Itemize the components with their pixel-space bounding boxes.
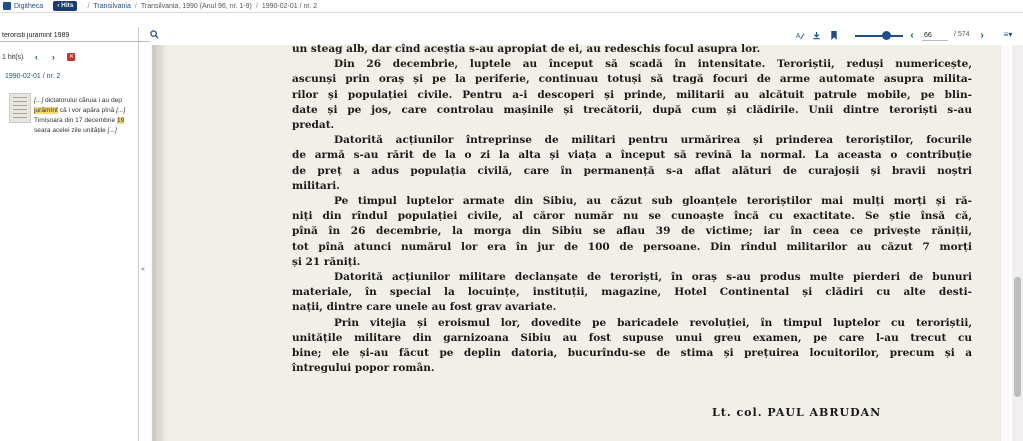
snippet-text: Timișoara din 17 decembrie [34, 117, 117, 124]
page-text-line: Din 26 decembrie, luptele au început să scadă în intensitate. Teroriștii, reduși numericește, [334, 58, 972, 71]
zoom-slider-track[interactable] [855, 35, 903, 37]
digitheca-logo[interactable] [3, 2, 43, 10]
page-text-line: pînă în 26 decembrie, la morga din Sibiu se aflau 39 de victime; iar în ceea ce privește răniții, [292, 225, 972, 238]
snippet-text: că l vor apăra pînă [57, 107, 117, 114]
page-text-line: Datorită acțiunilor întreprinse de militari pentru urmărirea și prinderea teroriștilor, focurile [334, 134, 972, 147]
page-text-line: predat. [292, 119, 335, 132]
page-text-line: Datorită acțiunilor militare declanșate de teroriști, în oraș s-au produs multe pierderi de bunuri [334, 271, 972, 284]
translate-icon[interactable] [794, 31, 806, 42]
snippet-ellipsis: [...] [34, 97, 44, 104]
hits-count: 1 hit(s) [2, 53, 24, 61]
logo-text: Digitheca [14, 2, 44, 10]
snippet-text: dictatorului căruia i au dep [43, 97, 122, 104]
snippet-ellipsis: [...] [107, 127, 117, 134]
hits-button[interactable]: ‹ Hits [53, 1, 77, 11]
page-text-line: tot pînă atunci numărul lor era în jur de 100 de persoane. Din rîndul militarilor au căzut 7 morți [292, 240, 972, 253]
page-text-line: bine; ele și-au făcut pe deplin datoria, bucurîndu-se de stima și prețuirea locuitorilor, precum și a [292, 347, 972, 360]
snippet-highlight: 19 [116, 117, 125, 124]
breadcrumb-separator: / [87, 2, 90, 10]
snippet-highlight: jurămînt [34, 107, 58, 114]
breadcrumb-collection[interactable]: Transilvania [93, 2, 131, 10]
page-text-line: ascunși prin oraș și pe la periferie, continuau totuși să tragă focuri de arme automate asupra milita- [292, 73, 972, 86]
previous-page-chevron-left-icon[interactable]: ‹ [910, 30, 914, 41]
breadcrumb-separator: / [134, 2, 137, 10]
search-icon[interactable] [150, 30, 160, 40]
page-text [292, 42, 972, 376]
top-bar [0, 0, 1023, 13]
next-hit-chevron-right-icon[interactable]: › [51, 52, 55, 62]
clear-hits-close-icon[interactable]: ✕ [68, 54, 74, 60]
page-text-line: militari. [292, 179, 340, 192]
page-text-line: rilor și populației civile. Pentru a-i descoperi și prinde, militarii au alcătuit patrule mobile, pe blin- [292, 88, 972, 101]
breadcrumb-issue: 1990-02-01 / nr. 2 [261, 2, 318, 10]
viewer-scrollbar-thumb[interactable] [1014, 277, 1021, 397]
page-text-line: niți din rîndul populației civile, al căror număr nu se cunoaște încă cu exactitate. Se știe însă că, [292, 210, 972, 223]
page-text-line: și 21 răniți. [292, 255, 361, 268]
hits-button-label: Hits [61, 2, 74, 9]
menu-icon[interactable]: ≡▾ [1003, 30, 1013, 39]
result-issue-link[interactable]: 1990-02-01 / nr. 2 [5, 73, 61, 80]
page-text-line: date și pe jos, care controlau mașinile și trecătorii, după cum și clădirile. Unii dintre teroriști s-au [292, 103, 972, 116]
viewer-toolbar [794, 30, 840, 42]
page-text-line: un steag alb, dar cînd aceștia s-au apropiat de ei, au redeschis focul asupra lor. [292, 43, 761, 55]
search-input[interactable] [0, 30, 150, 42]
page-text-line: materiale, în special la locuințe, instituții, magazine, Hotel Continental și clădiri cu alte desti- [292, 286, 972, 299]
hits-panel [0, 27, 139, 441]
page-text-line: Pe timpul luptelor armate din Sibiu, au căzut sub gloanțele teroriștilor mai mulți morți și ră- [334, 195, 972, 208]
hits-navigation [2, 52, 75, 62]
result-snippet[interactable] [34, 96, 139, 136]
snippet-text: seara acelei zile unitățile [34, 127, 108, 134]
snippet-ellipsis: [...] [116, 107, 126, 114]
result-thumbnail[interactable] [9, 93, 31, 123]
page-text-line: unitățile militare din garnizoana Sibiu au fost supuse unui greu examen, pe care l-au trecut cu [292, 331, 972, 344]
page-text-line: nații, dintre care unele au fost grav avariate. [292, 301, 557, 314]
bookmark-icon[interactable] [828, 31, 840, 42]
page-text-line: de preț a adus populația civilă, care în permanență s-a aflat alături de curajoșii și bravii noștri [292, 164, 972, 177]
page-total: / 574 [954, 31, 970, 38]
article-signature: Lt. col. PAUL ABRUDAN [712, 406, 882, 419]
page-text-line: de armă s-au rărit de la o zi la alta și viața a început să revină la normal. La aceasta o contribuție [292, 149, 972, 162]
zoom-slider-handle[interactable] [882, 31, 891, 40]
page-number-input[interactable] [922, 30, 948, 41]
collapse-panel-chevron-icon[interactable]: « [141, 266, 145, 273]
breadcrumb-separator: / [255, 2, 258, 10]
next-page-chevron-right-icon[interactable]: › [980, 30, 984, 41]
logo-icon [3, 2, 11, 10]
breadcrumb-volume[interactable]: Transilvania, 1990 (Anul 96, nr. 1-9) [140, 2, 252, 10]
svg-text:A: A [795, 31, 800, 39]
download-icon[interactable] [810, 31, 822, 42]
previous-hit-chevron-left-icon[interactable]: ‹ [34, 52, 38, 62]
page-text-line: Prin vitejia și eroismul lor, dovedite pe baricadele revoluției, în timpul luptelor cu teroriștii, [334, 316, 972, 329]
page-text-line: întregului popor român. [292, 362, 435, 375]
